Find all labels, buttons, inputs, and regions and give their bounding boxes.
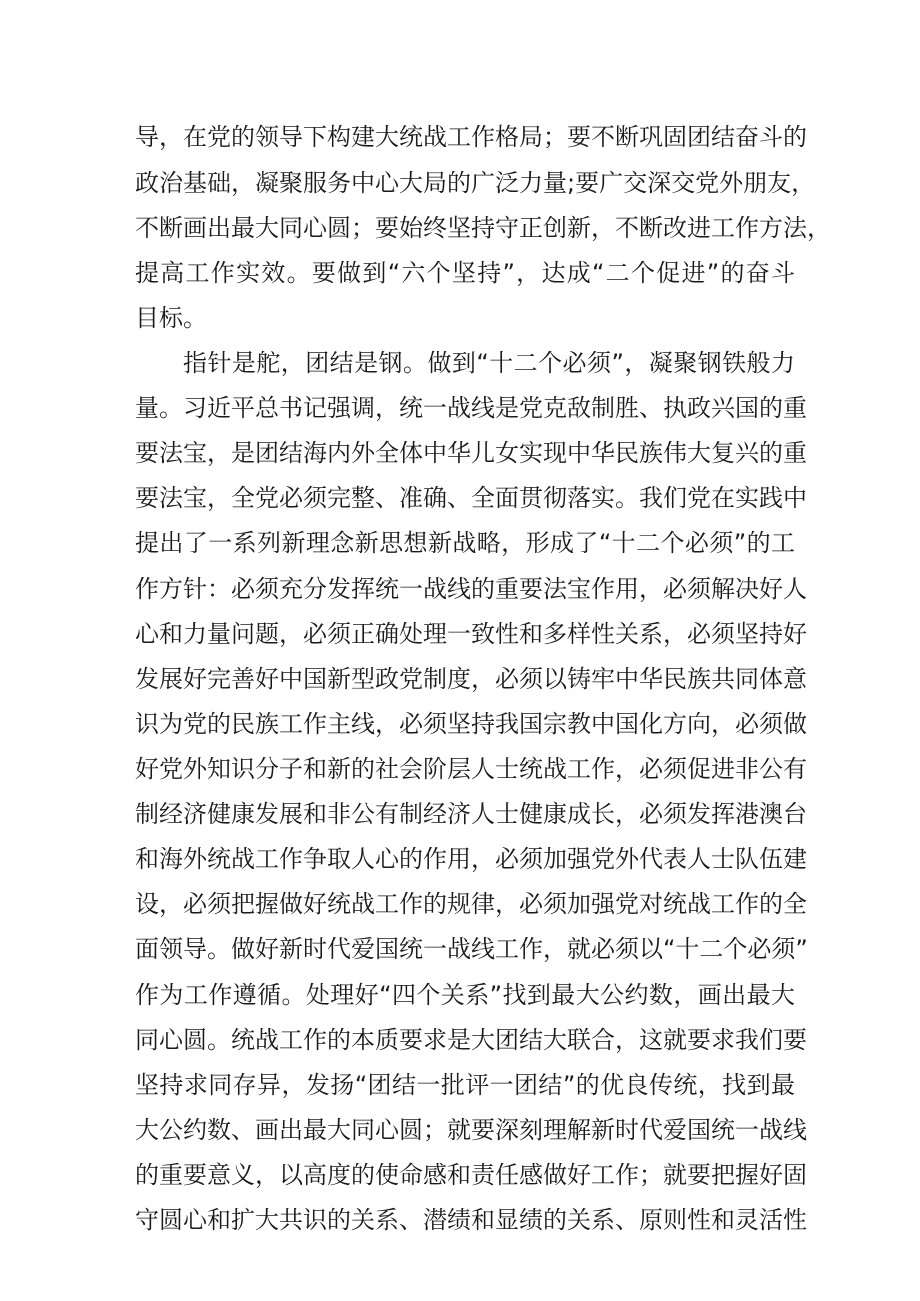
text-line: 量。习近平总书记强调，统一战线是党克敌制胜、执政兴国的重	[135, 394, 807, 422]
text-line: 提出了一系列新理念新思想新战略，形成了“十二个必须”的工	[135, 529, 795, 557]
text-line: 要法宝，是团结海内外全体中华儿女实现中华民族伟大复兴的重	[135, 439, 807, 467]
text-line: 发展好完善好中国新型政党制度，必须以铸牢中华民族共同体意	[135, 665, 807, 693]
text-line: 的重要意义，以高度的使命感和责任感做好工作；就要把握好固	[135, 1161, 807, 1189]
text-line: 制经济健康发展和非公有制经济人士健康成长，必须发挥港澳台	[135, 800, 807, 828]
text-line: 心和力量问题，必须正确处理一致性和多样性关系，必须坚持好	[135, 620, 807, 648]
text-line: 大公约数、画出最大同心圆；就要深刻理解新时代爱国统一战线	[135, 1116, 807, 1144]
paragraph-first-line: 指针是舵，团结是钢。做到“十二个必须”，凝聚钢铁般力	[183, 349, 795, 377]
text-line: 好党外知识分子和新的社会阶层人士统战工作，必须促进非公有	[135, 755, 807, 783]
text-line: 识为党的民族工作主线，必须坚持我国宗教中国化方向，必须做	[135, 710, 807, 738]
text-line: 面领导。做好新时代爱国统一战线工作，就必须以“十二个必须”	[135, 935, 808, 963]
text-line: 同心圆。统战工作的本质要求是大团结大联合，这就要求我们要	[135, 1026, 807, 1054]
text-line: 政治基础，凝聚服务中心大局的广泛力量;要广交深交党外朋友，	[135, 169, 816, 197]
text-line: 不断画出最大同心圆；要始终坚持守正创新，不断改进工作方法，	[135, 214, 831, 242]
text-line: 作方针：必须充分发挥统一战线的重要法宝作用，必须解决好人	[135, 575, 807, 603]
text-line: 坚持求同存异，发扬“团结一批评一团结”的优良传统，找到最	[135, 1071, 795, 1099]
text-line: 设，必须把握做好统战工作的规律，必须加强党对统战工作的全	[135, 890, 807, 918]
text-line: 提高工作实效。要做到“六个坚持”，达成“二个促进”的奋斗	[135, 259, 795, 287]
text-line: 和海外统战工作争取人心的作用，必须加强党外代表人士队伍建	[135, 845, 807, 873]
text-line: 作为工作遵循。处理好“四个关系”找到最大公约数，画出最大	[135, 981, 795, 1009]
text-line: 要法宝，全党必须完整、准确、全面贯彻落实。我们党在实践中	[135, 484, 807, 512]
text-line: 导，在党的领导下构建大统战工作格局；要不断巩固团结奋斗的	[135, 123, 807, 151]
text-line: 守圆心和扩大共识的关系、潜绩和显绩的关系、原则性和灵活性	[135, 1206, 807, 1234]
text-line: 目标。	[135, 304, 207, 332]
